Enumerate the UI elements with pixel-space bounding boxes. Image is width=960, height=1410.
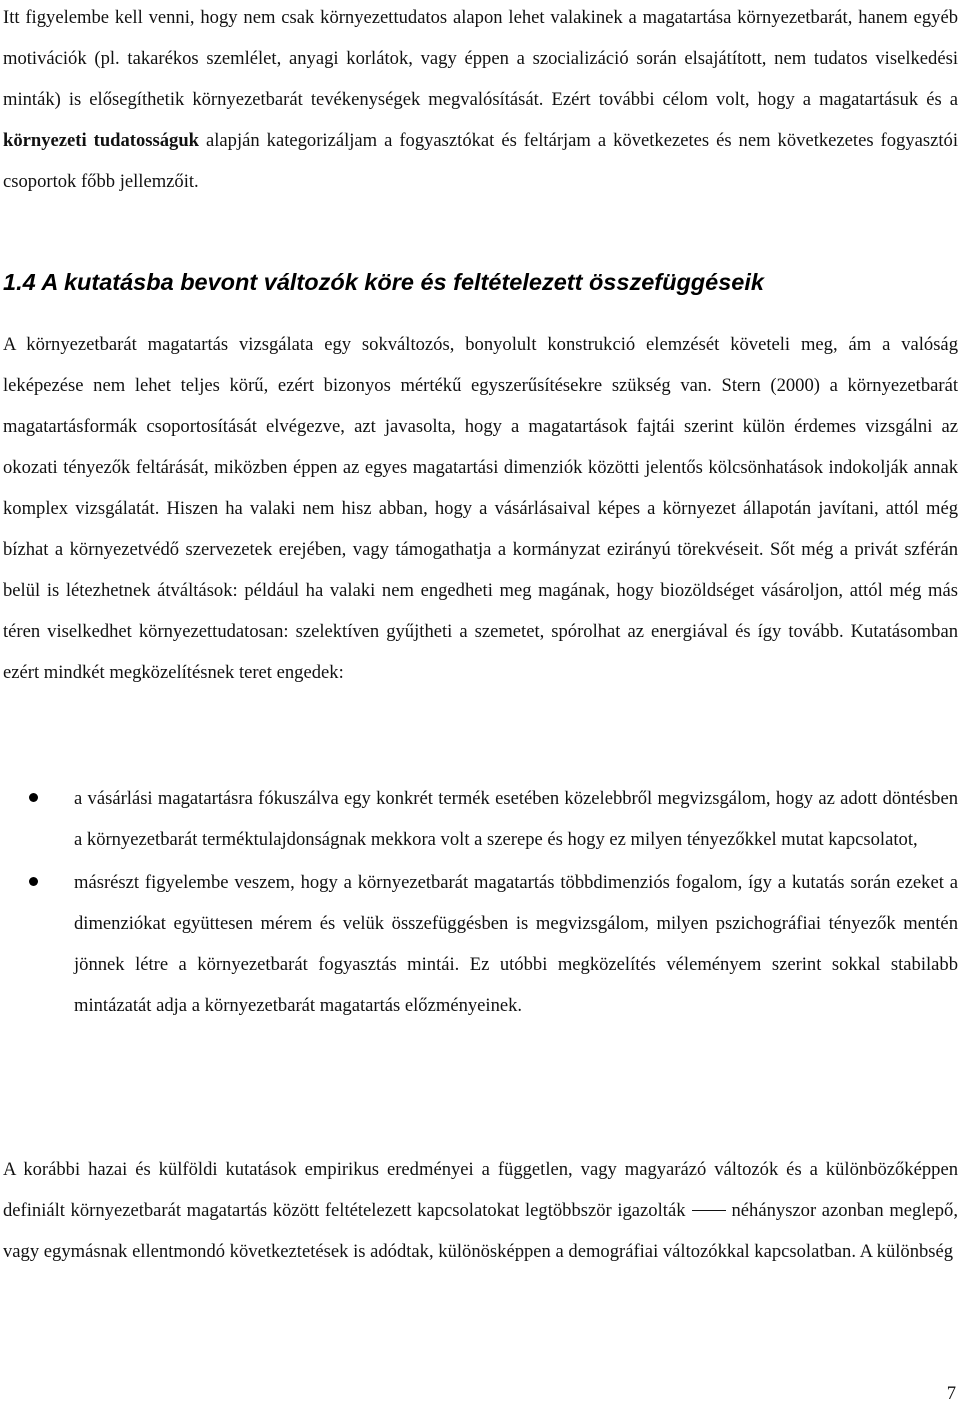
bullet-icon: [29, 793, 38, 802]
paragraph-text: néhányszor azonban meglepő, vagy egymásnak ellentmondó következtetések is adódtak, különösképpen a demográfiai változókkal kapcsolatban. A különbség: [3, 1200, 958, 1262]
paragraph-text: Itt figyelembe kell venni, hogy nem csak környezettudatos alapon lehet valakinek a magatartása környezetbarát, hanem egyéb motivációk (pl. takarékos szemlélet, anyagi korlátok, vagy éppen a szocializáció során elsajátított, nem tudatos viselkedési minták) is elősegíthetik környezetbarát tevékenységek megvalósítását. Ezért további célom volt, hogy a magatartásuk és a: [3, 7, 958, 110]
page-number: 7: [946, 1383, 956, 1404]
paragraph-text: A korábbi hazai és külföldi kutatások empirikus eredményei a független, vagy magyarázó változók és a különbözőképpen definiált környezetbarát magatartás között feltételezett kapcsolatokat legtöbbször igazolták: [3, 1159, 958, 1221]
list-item: [3, 862, 958, 1026]
paragraph-text: alapján kategorizáljam a fogyasztókat és feltárjam a következetes és nem következetes fogyasztói csoportok főbb jellemzőit.: [3, 130, 958, 192]
bold-term: környezeti tudatosságuk: [3, 130, 200, 151]
paragraph-motivations: [3, 0, 958, 202]
paragraph-previous-research: [3, 1149, 958, 1272]
paragraph-variables: A környezetbarát magatartás vizsgálata egy sokváltozós, bonyolult konstrukció elemzését követeli meg, ám a valóság leképezése nem lehet teljes körű, ezért bizonyos mértékű egyszerűsítésekre szükség van. Stern (2000) a környezetbarát magatartásformák csoportosítását elvégezve, azt javasolta, hogy a magatartások fajtái szerint külön érdemes vizsgálni az okozati tényezők feltárását, miközben éppen az egyes magatartási dimenziók közötti jelentős kölcsönhatások indokolják annak komplex vizsgálatát. Hiszen ha valaki nem hisz abban, hogy a vásárlásaival képes a környezet állapotán javítani, attól még bízhat a környezetvédő szervezetek erejében, vagy támogathatja a kormányzat ezirányú törekvéseit. Sőt még a privát szférán belül is létezhetnek átváltások: például ha valaki nem engedheti meg magának, hogy biozöldséget vásároljon, attól még más téren viselkedhet környezettudatosan: szelektíven gyűjtheti a szemetet, spórolhat az energiával és így tovább. Kutatásomban ezért mindkét megközelítésnek teret engedek:: [3, 334, 958, 683]
document-page: [3, 0, 958, 1410]
list-item-text: másrészt figyelembe veszem, hogy a környezetbarát magatartás többdimenziós fogalom, így a kutatás során ezeket a dimenziókat együttesen mérem és velük összefüggésben is megvizsgálom, milyen pszichográfiai tényezők mentén jönnek létre a környezetbarát fogyasztás mintái. Ez utóbbi megközelítés véleményem szerint sokkal stabilabb mintázatát adja a környezetbarát magatartás előzményeinek.: [74, 872, 958, 1016]
section-heading: 1.4 A kutatásba bevont változók köre és feltételezett összefüggéseik: [3, 269, 764, 295]
bullet-icon: [29, 877, 38, 886]
list-item-text: a vásárlási magatartásra fókuszálva egy konkrét termék esetében közelebbről megvizsgálom, hogy az adott döntésben a környezetbarát terméktulajdonságnak mekkora volt a szerepe és hogy ez milyen tényezőkkel mutat kapcsolatot,: [74, 788, 958, 850]
em-dash: [692, 1210, 726, 1211]
approach-list: [3, 778, 958, 1026]
list-item: [3, 778, 958, 860]
